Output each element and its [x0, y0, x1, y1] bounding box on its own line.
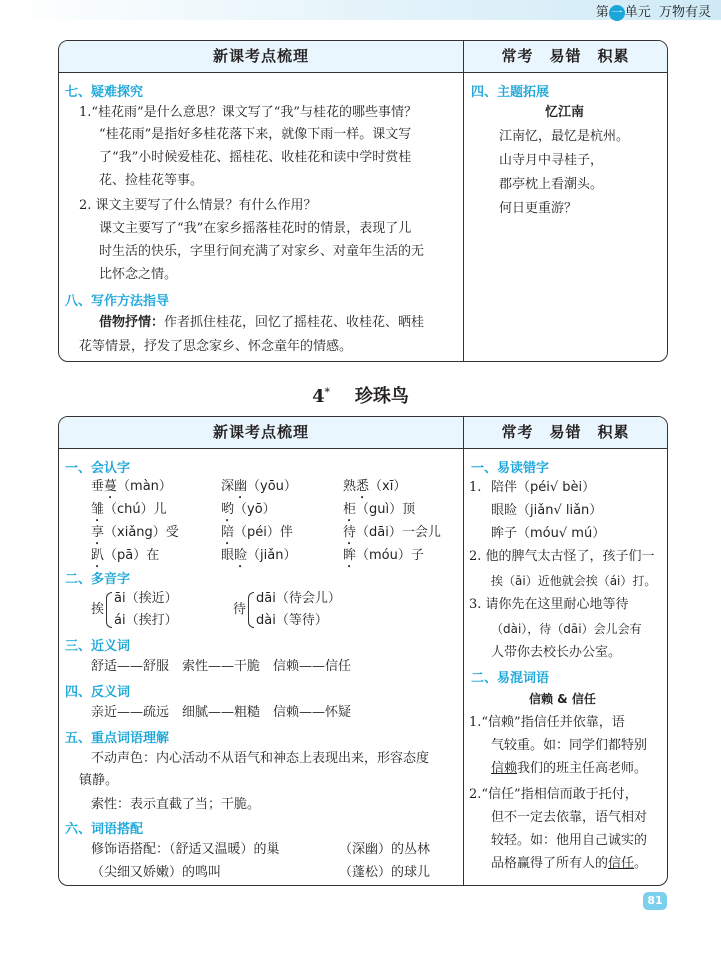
column-divider — [463, 417, 464, 885]
section-heading: 四、反义词 — [65, 685, 131, 700]
word-char: 眼 — [491, 503, 505, 518]
synonyms: 舒适——舒服 索性——干脆 信赖——信任 — [91, 659, 352, 674]
item-number: 1. — [469, 480, 482, 495]
lesson-number: 4 — [312, 386, 325, 407]
word-pinyin: （xiǎng）受 — [104, 525, 179, 540]
word-pinyin: （xī） — [369, 479, 407, 494]
explain-line: 较轻。如：他用自己诚实的 — [491, 833, 648, 848]
answer-2-line: 课文主要写了“我”在家乡摇落桂花时的情景，表现了儿 — [99, 221, 412, 236]
word-char: 享 — [91, 525, 105, 540]
explain-line — [491, 854, 647, 874]
answer-1-line: 了“我”小时候爱桂花、摇桂花、收桂花和读中学时赏桂 — [99, 150, 412, 165]
word-char: 熟 — [343, 479, 357, 494]
lesson-title — [0, 382, 721, 408]
section-heading: 三、近义词 — [65, 639, 131, 654]
explain-text: 品格赢得了所有人的 — [491, 856, 609, 871]
word-item — [343, 546, 424, 571]
collocation: 修饰语搭配：（舒适又温暖）的巢 — [91, 842, 280, 857]
word-item — [221, 500, 276, 525]
box1-right-title: 常考 易错 积累 — [464, 41, 667, 73]
box2-right-title: 常考 易错 积累 — [464, 417, 667, 449]
word-char: 雏 — [91, 502, 105, 517]
underlined-word: 信任 — [608, 856, 635, 871]
brace — [106, 592, 112, 628]
word-pinyin: 子（móu√ mú） — [504, 526, 606, 541]
poem-line: 江南忆，最忆是杭州。 — [499, 129, 630, 144]
underlined-word: 信赖 — [491, 761, 518, 776]
poem-line: 山寺月中寻桂子， — [499, 153, 604, 168]
poem-line: 何日更重游？ — [499, 201, 578, 216]
method-text: 作者抓住桂花，回忆了摇桂花、收桂花、晒桂 — [164, 315, 425, 330]
section-heading: 二、易混词语 — [471, 671, 550, 686]
sentence-line: 人带你去校长办公室。 — [491, 645, 622, 660]
top-bar — [0, 0, 721, 20]
word-char: 柜 — [343, 502, 357, 517]
word-pinyin: 伴（péi√ bèi） — [504, 480, 596, 495]
unit-suffix: 单元 — [624, 5, 651, 20]
collocation: （深幽）的丛林 — [339, 842, 431, 857]
word-char: 待 — [343, 525, 357, 540]
word-pinyin: （yōu） — [247, 479, 297, 494]
word-pinyin: （yō） — [234, 502, 276, 517]
word-item — [221, 477, 297, 502]
misread-word — [491, 524, 605, 544]
question-2: 2. 课文主要写了什么情景？有什么作用？ — [79, 198, 317, 213]
word-pinyin: （guì）顶 — [356, 502, 416, 517]
misread-word — [491, 501, 602, 521]
word-item — [221, 546, 296, 571]
word-char: 哟 — [221, 502, 235, 517]
sentence-line: 挨（āi）近他就会挨（ái）打。 — [491, 574, 657, 588]
word-char: 陪 — [491, 480, 505, 495]
antonyms: 亲近——疏远 细腻——粗糙 信赖——怀疑 — [91, 705, 352, 720]
polyphone-reading: dài（等待） — [256, 613, 328, 628]
explain-text: 我们的班主任高老师。 — [517, 761, 648, 776]
explain-line: 1.“信赖”指信任并依靠，语 — [469, 715, 625, 730]
section-heading: 四、主题拓展 — [471, 85, 550, 100]
misread-word — [491, 478, 595, 498]
unit-number-badge: 一 — [609, 5, 625, 21]
brace — [248, 592, 254, 628]
word-char: 幽 — [234, 479, 248, 494]
phrase-explain: 镇静。 — [79, 773, 119, 788]
word-item — [91, 523, 179, 548]
word-char: 眸 — [491, 526, 505, 541]
method-label: 借物抒情： — [99, 315, 165, 330]
word-pinyin: （pā）在 — [104, 548, 160, 563]
section-heading: 二、多音字 — [65, 572, 131, 587]
word-pinyin: （dāi）一会儿 — [356, 525, 441, 540]
sentence-line: （dài），待（dāi）会儿会有 — [491, 622, 642, 636]
word-pinyin: （móu）子 — [356, 548, 424, 563]
polyphone-char: 待 — [233, 602, 247, 617]
word-item — [91, 500, 167, 525]
word-char: 眸 — [343, 548, 357, 563]
unit-title: 万物有灵 — [658, 5, 711, 20]
word-item — [343, 523, 441, 548]
explain-line — [491, 759, 647, 779]
word-item — [343, 477, 406, 502]
polyphone-reading: ái（挨打） — [114, 613, 178, 628]
polyphone-reading: āi（挨近） — [114, 591, 178, 606]
word-pinyin: （jiǎn） — [247, 548, 297, 563]
page-number: 81 — [643, 892, 667, 910]
polyphone-reading: dāi（待会儿） — [256, 591, 341, 606]
word-char: 睑 — [234, 548, 248, 563]
section-heading: 五、重点词语理解 — [65, 731, 170, 746]
poem-line: 郡亭枕上看潮头。 — [499, 177, 604, 192]
method-line-1 — [99, 313, 424, 333]
word-item — [343, 500, 415, 525]
section-heading: 六、词语搭配 — [65, 822, 144, 837]
section-heading: 一、易读错字 — [471, 461, 550, 476]
phrase-explain: 不动声色：内心活动不从语气和神态上表现出来，形容态度 — [91, 751, 430, 766]
sentence-line: 3. 请你先在这里耐心地等待 — [469, 597, 629, 612]
sentence-line: 2. 他的脾气太古怪了，孩子们一 — [469, 549, 655, 564]
section-heading: 七、疑难探究 — [65, 85, 144, 100]
unit-prefix: 第 — [595, 5, 609, 20]
section-heading: 八、写作方法指导 — [65, 294, 170, 309]
polyphone-char: 挨 — [91, 602, 105, 617]
word-pinyin: （màn） — [117, 479, 172, 494]
answer-2-line: 比怀念之情。 — [99, 267, 178, 282]
word-char: 悉 — [356, 479, 370, 494]
explain-text: 。 — [634, 856, 648, 871]
word-char: 陪 — [221, 525, 235, 540]
column-divider — [463, 41, 464, 361]
poem-title: 忆江南 — [545, 105, 585, 120]
word-pinyin: （chú）儿 — [104, 502, 167, 517]
word-char: 趴 — [91, 548, 105, 563]
phrase-explain: 索性：表示直截了当；干脆。 — [91, 797, 261, 812]
explain-line: 但不一定去依靠，语气相对 — [491, 810, 648, 825]
lesson-mark: * — [324, 387, 330, 398]
word-item — [221, 523, 293, 548]
box1-left-title: 新课考点梳理 — [59, 41, 463, 73]
word-item — [91, 477, 172, 502]
answer-2-line: 时生活的快乐，字里行间充满了对家乡、对童年生活的无 — [99, 244, 425, 259]
answer-1-line: “桂花雨”是指好多桂花落下来，就像下雨一样。课文写 — [99, 127, 412, 142]
word-char: 深 — [221, 479, 235, 494]
box2-left-title: 新课考点梳理 — [59, 417, 463, 449]
confusable-pair: 信赖 & 信任 — [529, 692, 596, 706]
review-box-1 — [58, 40, 668, 362]
word-pinyin: （péi）伴 — [234, 525, 293, 540]
word-pinyin: 睑（jiǎn√ liǎn） — [504, 503, 603, 518]
method-line-2: 花等情景，抒发了思念家乡、怀念童年的情感。 — [79, 339, 353, 354]
collocation: （尖细又娇嫩）的鸣叫 — [91, 865, 222, 880]
explain-line: 2.“信任”指相信而敢于托付， — [469, 787, 638, 802]
word-char: 眼 — [221, 548, 235, 563]
section-heading: 一、会认字 — [65, 461, 131, 476]
answer-1-line: 花、捡桂花等事。 — [99, 173, 204, 188]
collocation: （蓬松）的球儿 — [339, 865, 431, 880]
unit-header — [596, 1, 711, 21]
review-box-2 — [58, 416, 668, 886]
explain-line: 气较重。如：同学们都特别 — [491, 738, 648, 753]
word-char: 垂 — [91, 479, 105, 494]
question-1: 1.“桂花雨”是什么意思？课文写了“我”与桂花的哪些事情？ — [79, 105, 417, 120]
word-char: 蔓 — [104, 479, 118, 494]
lesson-name: 珍珠鸟 — [354, 386, 409, 407]
